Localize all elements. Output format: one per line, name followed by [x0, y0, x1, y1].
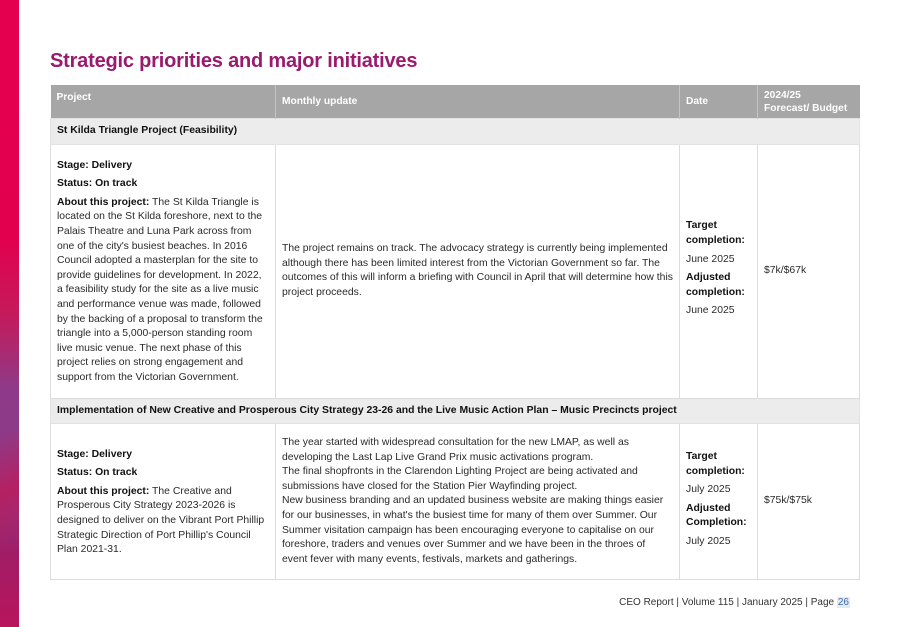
budget-cell: $7k/$67k	[758, 144, 860, 398]
column-header-date: Date	[680, 85, 758, 119]
about-label: About this project:	[57, 196, 150, 208]
project-details-cell	[51, 144, 276, 398]
about-text: The Creative and Prosperous City Strategy 2023-2026 is designed to deliver on the Vibrant Port Phillip Strategic Direction of Port Phillip's Council Plan 2021-31.	[57, 485, 265, 556]
update-paragraph: The final shopfronts in the Clarendon Lighting Project are being activated and submissions have closed for the Station Pier Wayfinding project.	[282, 466, 638, 492]
about-text: The St Kilda Triangle is located on the St Kilda foreshore, next to the Palais Theatre and Luna Park across from one of the city's busiest beaches. In 2016 Council adopted a masterplan for the site to provide guidelines for development. In 2022, a feasibility study for the site as a live music and performance venue was made, followed by the backing of a proposal to transform the triangle into a 5,000-person standing room live music venue. The next phase of this project relies on strong engagement and support from the Victorian Government.	[57, 196, 263, 383]
budget-cell: $75k/$75k	[758, 424, 860, 580]
target-completion-label: Target completion:	[686, 220, 745, 246]
page-title: Strategic priorities and major initiatives	[50, 50, 418, 72]
table-header-row	[51, 85, 860, 119]
initiatives-table	[50, 85, 860, 580]
update-paragraph: New business branding and an updated business website are making things easier for our businesses, in what's the busiest time for many of them over Summer. Our Summer visitation campaign has been encouraging everyone to capitalise on our foreshore, traders and venues over Summer and we have been in the throes of event fever with many events, festivals, markets and gatherings.	[282, 495, 664, 565]
project-name: Implementation of New Creative and Prosperous City Strategy 23-26 and the Live Music Action Plan – Music Precincts project	[51, 398, 860, 424]
column-header-forecast-budget	[758, 85, 860, 119]
project-about	[57, 485, 269, 558]
date-cell	[680, 424, 758, 580]
table-row	[51, 424, 860, 580]
monthly-update-cell	[276, 424, 680, 580]
project-stage: Stage: Delivery	[57, 448, 133, 460]
update-paragraph: The year started with widespread consultation for the new LMAP, as well as developing the Last Lap Live Grand Prix music activations program.	[282, 437, 629, 463]
column-header-project: Project	[51, 85, 276, 119]
budget-header-label: Forecast/ Budget	[764, 102, 848, 114]
project-about	[57, 196, 269, 386]
date-cell	[680, 144, 758, 398]
adjusted-completion-value: June 2025	[686, 305, 735, 317]
footer-text: CEO Report | Volume 115 | January 2025 | Page	[619, 597, 837, 608]
update-paragraph: The project remains on track. The advocacy strategy is currently being implemented although there has been limited interest from the Victorian Government so far. The outcomes of this will inform a briefing with Council in April that will determine how this project proceeds.	[282, 242, 673, 298]
target-completion-label: Target completion:	[686, 450, 745, 477]
decorative-side-band	[0, 0, 19, 627]
column-header-monthly-update: Monthly update	[276, 85, 680, 119]
monthly-update-cell	[276, 144, 680, 398]
adjusted-completion-value: July 2025	[686, 535, 731, 547]
side-band-facet	[0, 430, 19, 540]
about-label: About this project:	[57, 485, 150, 497]
project-section-row	[51, 398, 860, 424]
target-completion-value: June 2025	[686, 253, 735, 265]
table-row	[51, 144, 860, 398]
project-stage: Stage: Delivery	[57, 159, 133, 171]
project-section-row	[51, 119, 860, 145]
project-status: Status: On track	[57, 178, 138, 190]
target-completion-value: July 2025	[686, 484, 731, 496]
page-footer	[619, 597, 850, 608]
adjusted-completion-label: Adjusted Completion:	[686, 502, 747, 529]
project-name: St Kilda Triangle Project (Feasibility)	[51, 119, 860, 145]
project-status: Status: On track	[57, 467, 138, 479]
project-details-cell	[51, 424, 276, 580]
adjusted-completion-label: Adjusted completion:	[686, 272, 745, 298]
page-number: 26	[837, 597, 849, 608]
budget-header-year: 2024/25	[764, 89, 801, 101]
